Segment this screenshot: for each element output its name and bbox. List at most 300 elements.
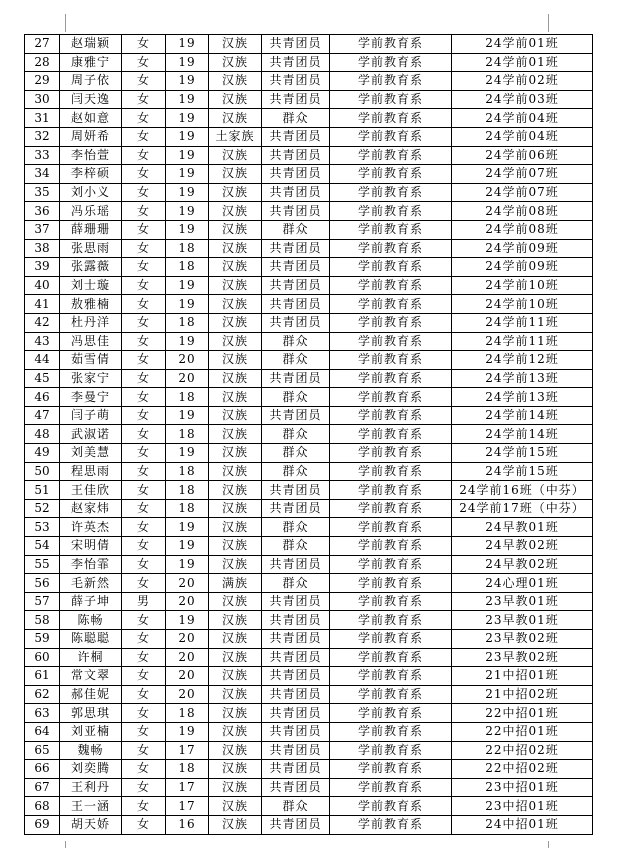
table-row xyxy=(25,462,593,481)
row-number-cell: 32 xyxy=(25,127,60,146)
gender-cell: 女 xyxy=(122,462,166,481)
ethnicity-cell: 汉族 xyxy=(209,537,262,556)
political-status-cell: 共青团员 xyxy=(262,499,330,518)
department-cell: 学前教育系 xyxy=(330,499,452,518)
department-cell: 学前教育系 xyxy=(330,667,452,686)
student-name-cell: 李怡霏 xyxy=(60,555,122,574)
ethnicity-cell: 汉族 xyxy=(209,388,262,407)
class-name-cell: 23早教01班 xyxy=(452,592,593,611)
table-row xyxy=(25,388,593,407)
row-number-cell: 60 xyxy=(25,648,60,667)
political-status-cell: 群众 xyxy=(262,537,330,556)
ethnicity-cell: 汉族 xyxy=(209,481,262,500)
age-cell: 18 xyxy=(166,760,209,779)
class-name-cell: 24学前10班 xyxy=(452,276,593,295)
age-cell: 18 xyxy=(166,388,209,407)
student-name-cell: 胡天娇 xyxy=(60,815,122,834)
row-number-cell: 33 xyxy=(25,146,60,165)
row-number-cell: 67 xyxy=(25,778,60,797)
political-status-cell: 群众 xyxy=(262,109,330,128)
ethnicity-cell: 汉族 xyxy=(209,704,262,723)
gender-cell: 女 xyxy=(122,722,166,741)
department-cell: 学前教育系 xyxy=(330,462,452,481)
ethnicity-cell: 汉族 xyxy=(209,109,262,128)
row-number-cell: 34 xyxy=(25,165,60,184)
table-row xyxy=(25,90,593,109)
ethnicity-cell: 汉族 xyxy=(209,648,262,667)
gender-cell: 女 xyxy=(122,369,166,388)
ethnicity-cell: 汉族 xyxy=(209,741,262,760)
department-cell: 学前教育系 xyxy=(330,276,452,295)
row-number-cell: 39 xyxy=(25,258,60,277)
ethnicity-cell: 汉族 xyxy=(209,630,262,649)
age-cell: 18 xyxy=(166,258,209,277)
class-name-cell: 24学前08班 xyxy=(452,202,593,221)
department-cell: 学前教育系 xyxy=(330,35,452,54)
student-name-cell: 魏畅 xyxy=(60,741,122,760)
gender-cell: 女 xyxy=(122,183,166,202)
gender-cell: 男 xyxy=(122,592,166,611)
ethnicity-cell: 汉族 xyxy=(209,295,262,314)
political-status-cell: 共青团员 xyxy=(262,295,330,314)
ethnicity-cell: 汉族 xyxy=(209,90,262,109)
row-number-cell: 57 xyxy=(25,592,60,611)
political-status-cell: 共青团员 xyxy=(262,481,330,500)
table-row xyxy=(25,760,593,779)
table-row xyxy=(25,592,593,611)
student-name-cell: 郭思琪 xyxy=(60,704,122,723)
political-status-cell: 群众 xyxy=(262,574,330,593)
row-number-cell: 58 xyxy=(25,611,60,630)
student-name-cell: 常文翠 xyxy=(60,667,122,686)
political-status-cell: 共青团员 xyxy=(262,704,330,723)
department-cell: 学前教育系 xyxy=(330,369,452,388)
table-row xyxy=(25,369,593,388)
department-cell: 学前教育系 xyxy=(330,685,452,704)
class-name-cell: 24学前12班 xyxy=(452,351,593,370)
class-name-cell: 22中招01班 xyxy=(452,704,593,723)
row-number-cell: 42 xyxy=(25,313,60,332)
row-number-cell: 64 xyxy=(25,722,60,741)
political-status-cell: 群众 xyxy=(262,797,330,816)
student-name-cell: 赵如意 xyxy=(60,109,122,128)
class-name-cell: 24早教02班 xyxy=(452,537,593,556)
table-row xyxy=(25,685,593,704)
student-name-cell: 王一涵 xyxy=(60,797,122,816)
ethnicity-cell: 汉族 xyxy=(209,258,262,277)
student-name-cell: 李怡萱 xyxy=(60,146,122,165)
ethnicity-cell: 汉族 xyxy=(209,425,262,444)
department-cell: 学前教育系 xyxy=(330,815,452,834)
row-number-cell: 51 xyxy=(25,481,60,500)
table-row xyxy=(25,704,593,723)
student-name-cell: 毛新然 xyxy=(60,574,122,593)
department-cell: 学前教育系 xyxy=(330,388,452,407)
gender-cell: 女 xyxy=(122,648,166,667)
table-row xyxy=(25,815,593,834)
table-row xyxy=(25,183,593,202)
ethnicity-cell: 土家族 xyxy=(209,127,262,146)
student-name-cell: 刘小义 xyxy=(60,183,122,202)
student-name-cell: 刘亚楠 xyxy=(60,722,122,741)
political-status-cell: 群众 xyxy=(262,462,330,481)
table-row xyxy=(25,481,593,500)
age-cell: 18 xyxy=(166,481,209,500)
table-row xyxy=(25,499,593,518)
department-cell: 学前教育系 xyxy=(330,518,452,537)
ethnicity-cell: 汉族 xyxy=(209,313,262,332)
political-status-cell: 共青团员 xyxy=(262,258,330,277)
student-name-cell: 闫天逸 xyxy=(60,90,122,109)
age-cell: 18 xyxy=(166,499,209,518)
row-number-cell: 68 xyxy=(25,797,60,816)
department-cell: 学前教育系 xyxy=(330,351,452,370)
political-status-cell: 共青团员 xyxy=(262,183,330,202)
ethnicity-cell: 汉族 xyxy=(209,351,262,370)
political-status-cell: 群众 xyxy=(262,332,330,351)
student-name-cell: 王佳欣 xyxy=(60,481,122,500)
political-status-cell: 共青团员 xyxy=(262,90,330,109)
gender-cell: 女 xyxy=(122,815,166,834)
class-name-cell: 24学前14班 xyxy=(452,406,593,425)
roster-body xyxy=(25,35,593,835)
row-number-cell: 62 xyxy=(25,685,60,704)
ethnicity-cell: 汉族 xyxy=(209,462,262,481)
age-cell: 18 xyxy=(166,239,209,258)
row-number-cell: 63 xyxy=(25,704,60,723)
class-name-cell: 24学前13班 xyxy=(452,369,593,388)
class-name-cell: 24心理01班 xyxy=(452,574,593,593)
political-status-cell: 共青团员 xyxy=(262,611,330,630)
student-name-cell: 李梓硕 xyxy=(60,165,122,184)
row-number-cell: 28 xyxy=(25,53,60,72)
age-cell: 20 xyxy=(166,648,209,667)
department-cell: 学前教育系 xyxy=(330,741,452,760)
political-status-cell: 共青团员 xyxy=(262,592,330,611)
department-cell: 学前教育系 xyxy=(330,592,452,611)
table-row xyxy=(25,72,593,91)
age-cell: 19 xyxy=(166,35,209,54)
political-status-cell: 共青团员 xyxy=(262,760,330,779)
age-cell: 19 xyxy=(166,109,209,128)
ethnicity-cell: 汉族 xyxy=(209,444,262,463)
class-name-cell: 23中招01班 xyxy=(452,778,593,797)
gender-cell: 女 xyxy=(122,295,166,314)
department-cell: 学前教育系 xyxy=(330,425,452,444)
table-row xyxy=(25,518,593,537)
ethnicity-cell: 汉族 xyxy=(209,53,262,72)
ethnicity-cell: 汉族 xyxy=(209,555,262,574)
table-row xyxy=(25,630,593,649)
gender-cell: 女 xyxy=(122,313,166,332)
gender-cell: 女 xyxy=(122,425,166,444)
age-cell: 19 xyxy=(166,537,209,556)
table-row xyxy=(25,332,593,351)
table-row xyxy=(25,778,593,797)
row-number-cell: 41 xyxy=(25,295,60,314)
age-cell: 19 xyxy=(166,53,209,72)
student-name-cell: 刘美慧 xyxy=(60,444,122,463)
gender-cell: 女 xyxy=(122,220,166,239)
row-number-cell: 61 xyxy=(25,667,60,686)
ethnicity-cell: 汉族 xyxy=(209,685,262,704)
ethnicity-cell: 汉族 xyxy=(209,35,262,54)
class-name-cell: 24学前09班 xyxy=(452,239,593,258)
political-status-cell: 共青团员 xyxy=(262,146,330,165)
gender-cell: 女 xyxy=(122,258,166,277)
ethnicity-cell: 汉族 xyxy=(209,202,262,221)
table-row xyxy=(25,53,593,72)
table-row xyxy=(25,35,593,54)
student-name-cell: 冯思佳 xyxy=(60,332,122,351)
political-status-cell: 共青团员 xyxy=(262,369,330,388)
student-name-cell: 赵家炜 xyxy=(60,499,122,518)
political-status-cell: 共青团员 xyxy=(262,555,330,574)
class-name-cell: 24学前03班 xyxy=(452,90,593,109)
gender-cell: 女 xyxy=(122,165,166,184)
gender-cell: 女 xyxy=(122,127,166,146)
age-cell: 18 xyxy=(166,425,209,444)
student-name-cell: 陈聪聪 xyxy=(60,630,122,649)
ethnicity-cell: 汉族 xyxy=(209,815,262,834)
row-number-cell: 66 xyxy=(25,760,60,779)
political-status-cell: 群众 xyxy=(262,351,330,370)
class-name-cell: 24学前15班 xyxy=(452,462,593,481)
class-name-cell: 24学前13班 xyxy=(452,388,593,407)
class-name-cell: 21中招01班 xyxy=(452,667,593,686)
class-name-cell: 24学前07班 xyxy=(452,165,593,184)
gender-cell: 女 xyxy=(122,146,166,165)
gender-cell: 女 xyxy=(122,406,166,425)
student-name-cell: 周子依 xyxy=(60,72,122,91)
class-name-cell: 24学前14班 xyxy=(452,425,593,444)
ethnicity-cell: 汉族 xyxy=(209,760,262,779)
age-cell: 18 xyxy=(166,462,209,481)
gender-cell: 女 xyxy=(122,797,166,816)
row-number-cell: 54 xyxy=(25,537,60,556)
student-name-cell: 刘士璇 xyxy=(60,276,122,295)
class-name-cell: 24学前09班 xyxy=(452,258,593,277)
age-cell: 19 xyxy=(166,518,209,537)
department-cell: 学前教育系 xyxy=(330,797,452,816)
table-row xyxy=(25,574,593,593)
ethnicity-cell: 汉族 xyxy=(209,276,262,295)
age-cell: 19 xyxy=(166,220,209,239)
student-name-cell: 王利丹 xyxy=(60,778,122,797)
gender-cell: 女 xyxy=(122,555,166,574)
age-cell: 19 xyxy=(166,165,209,184)
department-cell: 学前教育系 xyxy=(330,127,452,146)
student-name-cell: 张露薇 xyxy=(60,258,122,277)
student-name-cell: 周妍希 xyxy=(60,127,122,146)
age-cell: 17 xyxy=(166,778,209,797)
row-number-cell: 44 xyxy=(25,351,60,370)
table-row xyxy=(25,239,593,258)
ethnicity-cell: 汉族 xyxy=(209,518,262,537)
political-status-cell: 共青团员 xyxy=(262,685,330,704)
class-name-cell: 24学前01班 xyxy=(452,35,593,54)
gender-cell: 女 xyxy=(122,35,166,54)
age-cell: 20 xyxy=(166,667,209,686)
political-status-cell: 共青团员 xyxy=(262,741,330,760)
student-name-cell: 陈畅 xyxy=(60,611,122,630)
class-name-cell: 24学前04班 xyxy=(452,109,593,128)
political-status-cell: 共青团员 xyxy=(262,202,330,221)
gender-cell: 女 xyxy=(122,778,166,797)
class-name-cell: 24学前16班（中芬） xyxy=(452,481,593,500)
political-status-cell: 共青团员 xyxy=(262,406,330,425)
class-name-cell: 24学前11班 xyxy=(452,313,593,332)
age-cell: 17 xyxy=(166,797,209,816)
political-status-cell: 共青团员 xyxy=(262,239,330,258)
class-name-cell: 24学前01班 xyxy=(452,53,593,72)
gender-cell: 女 xyxy=(122,53,166,72)
department-cell: 学前教育系 xyxy=(330,332,452,351)
class-name-cell: 21中招02班 xyxy=(452,685,593,704)
gender-cell: 女 xyxy=(122,351,166,370)
political-status-cell: 群众 xyxy=(262,220,330,239)
age-cell: 20 xyxy=(166,630,209,649)
gender-cell: 女 xyxy=(122,537,166,556)
student-name-cell: 刘奕腾 xyxy=(60,760,122,779)
ethnicity-cell: 汉族 xyxy=(209,369,262,388)
table-row xyxy=(25,444,593,463)
age-cell: 19 xyxy=(166,72,209,91)
table-row xyxy=(25,165,593,184)
table-row xyxy=(25,611,593,630)
gender-cell: 女 xyxy=(122,239,166,258)
class-name-cell: 23早教02班 xyxy=(452,648,593,667)
gender-cell: 女 xyxy=(122,611,166,630)
student-name-cell: 茹雪倩 xyxy=(60,351,122,370)
ethnicity-cell: 汉族 xyxy=(209,499,262,518)
ethnicity-cell: 汉族 xyxy=(209,165,262,184)
class-name-cell: 24学前15班 xyxy=(452,444,593,463)
row-number-cell: 30 xyxy=(25,90,60,109)
department-cell: 学前教育系 xyxy=(330,574,452,593)
table-row xyxy=(25,351,593,370)
row-number-cell: 36 xyxy=(25,202,60,221)
gender-cell: 女 xyxy=(122,574,166,593)
political-status-cell: 共青团员 xyxy=(262,815,330,834)
table-row xyxy=(25,313,593,332)
ethnicity-cell: 汉族 xyxy=(209,183,262,202)
class-name-cell: 24中招01班 xyxy=(452,815,593,834)
department-cell: 学前教育系 xyxy=(330,295,452,314)
row-number-cell: 31 xyxy=(25,109,60,128)
age-cell: 20 xyxy=(166,592,209,611)
student-name-cell: 赵瑞颖 xyxy=(60,35,122,54)
ethnicity-cell: 汉族 xyxy=(209,239,262,258)
class-name-cell: 24学前17班（中芬） xyxy=(452,499,593,518)
department-cell: 学前教育系 xyxy=(330,239,452,258)
gender-cell: 女 xyxy=(122,202,166,221)
table-row xyxy=(25,797,593,816)
class-name-cell: 24学前07班 xyxy=(452,183,593,202)
row-number-cell: 59 xyxy=(25,630,60,649)
age-cell: 19 xyxy=(166,276,209,295)
political-status-cell: 共青团员 xyxy=(262,35,330,54)
age-cell: 19 xyxy=(166,555,209,574)
age-cell: 19 xyxy=(166,183,209,202)
age-cell: 18 xyxy=(166,704,209,723)
age-cell: 19 xyxy=(166,406,209,425)
political-status-cell: 共青团员 xyxy=(262,127,330,146)
row-number-cell: 38 xyxy=(25,239,60,258)
gender-cell: 女 xyxy=(122,72,166,91)
student-name-cell: 张家宁 xyxy=(60,369,122,388)
table-row xyxy=(25,146,593,165)
class-name-cell: 24学前04班 xyxy=(452,127,593,146)
class-name-cell: 24学前10班 xyxy=(452,295,593,314)
department-cell: 学前教育系 xyxy=(330,760,452,779)
department-cell: 学前教育系 xyxy=(330,72,452,91)
department-cell: 学前教育系 xyxy=(330,630,452,649)
gender-cell: 女 xyxy=(122,630,166,649)
class-name-cell: 24学前08班 xyxy=(452,220,593,239)
political-status-cell: 共青团员 xyxy=(262,165,330,184)
age-cell: 18 xyxy=(166,313,209,332)
class-name-cell: 23中招01班 xyxy=(452,797,593,816)
class-name-cell: 24学前06班 xyxy=(452,146,593,165)
row-number-cell: 40 xyxy=(25,276,60,295)
gender-cell: 女 xyxy=(122,685,166,704)
crop-mark-bottom-left xyxy=(65,841,66,848)
gender-cell: 女 xyxy=(122,332,166,351)
department-cell: 学前教育系 xyxy=(330,220,452,239)
political-status-cell: 群众 xyxy=(262,388,330,407)
class-name-cell: 24早教01班 xyxy=(452,518,593,537)
political-status-cell: 共青团员 xyxy=(262,667,330,686)
ethnicity-cell: 汉族 xyxy=(209,406,262,425)
class-name-cell: 22中招01班 xyxy=(452,722,593,741)
ethnicity-cell: 汉族 xyxy=(209,592,262,611)
department-cell: 学前教育系 xyxy=(330,648,452,667)
student-name-cell: 李曼宁 xyxy=(60,388,122,407)
student-name-cell: 许桐 xyxy=(60,648,122,667)
department-cell: 学前教育系 xyxy=(330,722,452,741)
row-number-cell: 48 xyxy=(25,425,60,444)
gender-cell: 女 xyxy=(122,444,166,463)
row-number-cell: 35 xyxy=(25,183,60,202)
gender-cell: 女 xyxy=(122,760,166,779)
age-cell: 20 xyxy=(166,369,209,388)
table-row xyxy=(25,258,593,277)
class-name-cell: 22中招02班 xyxy=(452,741,593,760)
student-name-cell: 薛珊珊 xyxy=(60,220,122,239)
table-row xyxy=(25,295,593,314)
ethnicity-cell: 汉族 xyxy=(209,722,262,741)
department-cell: 学前教育系 xyxy=(330,146,452,165)
table-row xyxy=(25,722,593,741)
ethnicity-cell: 汉族 xyxy=(209,797,262,816)
department-cell: 学前教育系 xyxy=(330,537,452,556)
political-status-cell: 共青团员 xyxy=(262,313,330,332)
student-name-cell: 张思雨 xyxy=(60,239,122,258)
class-name-cell: 24早教02班 xyxy=(452,555,593,574)
department-cell: 学前教育系 xyxy=(330,258,452,277)
department-cell: 学前教育系 xyxy=(330,313,452,332)
class-name-cell: 24学前11班 xyxy=(452,332,593,351)
row-number-cell: 49 xyxy=(25,444,60,463)
ethnicity-cell: 汉族 xyxy=(209,611,262,630)
age-cell: 19 xyxy=(166,202,209,221)
gender-cell: 女 xyxy=(122,109,166,128)
ethnicity-cell: 汉族 xyxy=(209,72,262,91)
political-status-cell: 共青团员 xyxy=(262,630,330,649)
department-cell: 学前教育系 xyxy=(330,183,452,202)
ethnicity-cell: 满族 xyxy=(209,574,262,593)
